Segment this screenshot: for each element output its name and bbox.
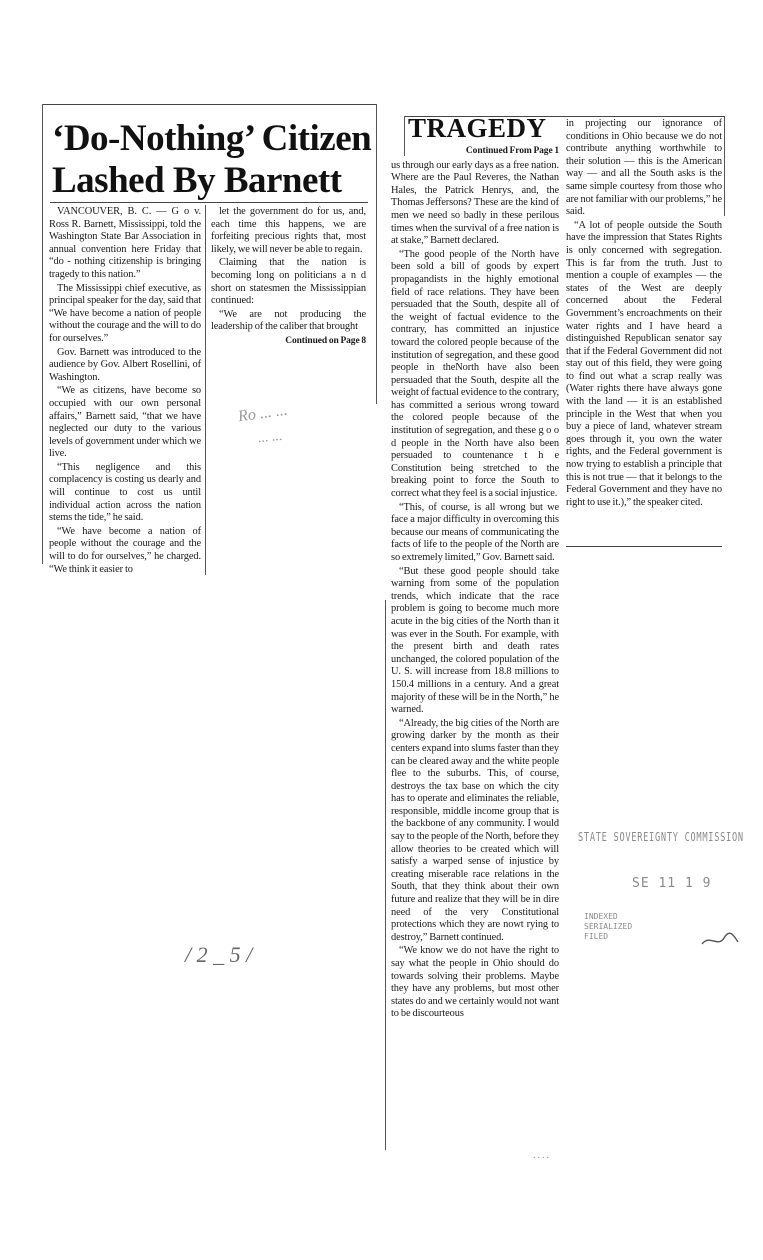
paragraph: VANCOUVER, B. C. — G o v. Ross R. Barnett, Mississippi, told the Washington State Bar Association in annual convention here Friday that “do - nothing citizenship is bringing tragedy to this nation.” (49, 206, 201, 280)
right-border-left-article (376, 104, 377, 404)
article-column-4 (566, 118, 722, 510)
column-left-rule (385, 600, 386, 1150)
paragraph: “A lot of people outside the South have the impression that States Rights is only concerned with segregation. This is far from the truth. Just to mention a couple of examples — the states of the West are deeply concerned about the Federal Government’s encroachments on their water rights and I have heard a distinguished Republican senator say that if the Federal Government did not stay out of this field, they were going to find out what a scrap really was (Water rights there have always gone with the land — it is an established principle in the West that when you buy a piece of land, whatever stream goes through it, you own the water rights, and the Federal government is now trying to establish a principle that this is not true — that it belongs to the Federal Government and they have no right to use it.),” the speaker cited. (566, 219, 722, 508)
paragraph: “We are not producing the leadership of the caliber that brought (211, 308, 366, 333)
handwritten-mark: / 2 _ 5 / (185, 942, 253, 967)
column-divider-1 (205, 205, 206, 575)
paragraph: “We have become a nation of people without the courage and the will to do for ourselves,” he charged. “We think it easier to (49, 525, 201, 575)
paragraph: us through our early days as a free nation. Where are the Paul Reveres, the Nathan Hales, the Patrick Henrys, and, the Thomas Jeffersons? These are the kind of men we need so badly in these perilous times when the survival of a free nation is at stake,” Barnett declared. (391, 159, 559, 247)
continued-on-line: Continued on Page 8 (285, 335, 366, 346)
right-border-right-article (724, 116, 725, 216)
paragraph: “The good people of the North have been sold a bill of goods by expert propagandists in the highly emotional field of race relations. They have been persuaded that the South, despite all of the weight of factual evidence to the contrary, has committed an injustice toward the colored people because of the institution of segregation, and these good people in theNorth have also been persuaded that the South, despite all the weight of factual evidence to the contrary, has committed a serious wrong toward the colored people because of the institution of segregation, and these g o o d people in the North have also been persuaded to countenance t h e Constitution being stretched to the breaking point to force the South to correct what they feel is a social injustice. (391, 248, 559, 500)
paragraph: “We know we do not have the right to say what the people in Ohio should do towards solving their problems. Maybe they have any problems, but most other states do and we certainly would not want to be discourteous (391, 945, 559, 1020)
stamp-date: SE 11 1 9 (632, 876, 712, 891)
tragedy-headline: TRAGEDY (408, 113, 547, 143)
paragraph: “This negligence and this complacency is costing us dearly and will continue to cost us until individual action across the nation stems the tide,” he said. (49, 461, 201, 524)
paragraph: The Mississippi chief executive, as principal speaker for the day, said that “We have become a nation of people without the courage and the will to do for ourselves.” (49, 282, 201, 344)
paragraph: let the government do for us, and, each time this happens, we are forfeiting precious rights that, most likely, we will never be able to regain. (211, 206, 366, 255)
stamp-label: FILED (584, 932, 609, 941)
paragraph: “But these good people should take warning from some of the population trends, which indicate that the race problem is going to become much more acute in the big cities of the North than it was ever in the South. For example, with the present birth and death rates unchanged, the colored population of the U. S. will increase from 18.8 millions to 150.4 millions in a century. And a great majority of these will be in the North,” he warned. (391, 565, 559, 716)
stamp-label: SERIALIZED (584, 922, 633, 931)
stamp-label: INDEXED (584, 912, 618, 921)
headline-rule (50, 202, 368, 203)
continued-from-line: Continued From Page 1 (465, 146, 559, 156)
paragraph: “This, of course, is all wrong but we face a major difficulty in overcoming this because our means of communicating the facts of life to the people of the North are so extremely limited,” Gov. Barnett said. (391, 501, 559, 563)
paragraph: “We as citizens, have become so occupied with our own personal affairs,” Barnett said, “that we have neglected our duty to the various levels of government under which we live. (49, 385, 201, 460)
article-column-3 (391, 145, 559, 1022)
pencil-notation: Ro ... ... (236, 401, 289, 426)
stamp-title: STATE SOVEREIGNTY COMMISSION (578, 830, 744, 844)
paragraph: Gov. Barnett was introduced to the audience by Gov. Albert Rosellini, of Washington. (49, 346, 201, 383)
pencil-notation: ... ... (257, 428, 284, 447)
paragraph: Claiming that the nation is becoming long on politicians a n d short on statesmen the Mississippian continued: (211, 257, 366, 307)
signature-scribble (700, 930, 740, 950)
headline-line1: ‘Do-Nothing’ Citizen (52, 118, 372, 159)
paragraph: “Already, the big cities of the North are growing darker by the month as their centers expand into slums faster than they can be cleared away and the white people flee to the suburbs. This, of course, destroys the tax base on which the city has to operate and eliminates the reliable, responsible, middle income group that is the backbone of any community. I would say to the people of the North, before they allow theories to be created which will satisfy a warped sense of injustice by creating miserable race relations in the South, that they think about their own future and realize that they will be in dire need of the very Constitutional protections which they are nowt rying to destroy,” Barnett continued. (391, 717, 559, 943)
article-column-2 (211, 206, 366, 348)
left-border (42, 104, 43, 564)
headline-line2: Lashed By Barnett (52, 160, 342, 201)
column-4-end-rule (566, 546, 722, 547)
top-rule-left (42, 104, 377, 105)
paragraph: in projecting our ignorance of conditions in Ohio because we do not contribute anything worthwhile to their solution — this is the American way — and all the South asks is the same simple courtesy from those who are not familiar with our problems,” he said. (566, 118, 722, 218)
article-column-1 (49, 206, 201, 577)
bottom-dots: .... (533, 1150, 551, 1161)
